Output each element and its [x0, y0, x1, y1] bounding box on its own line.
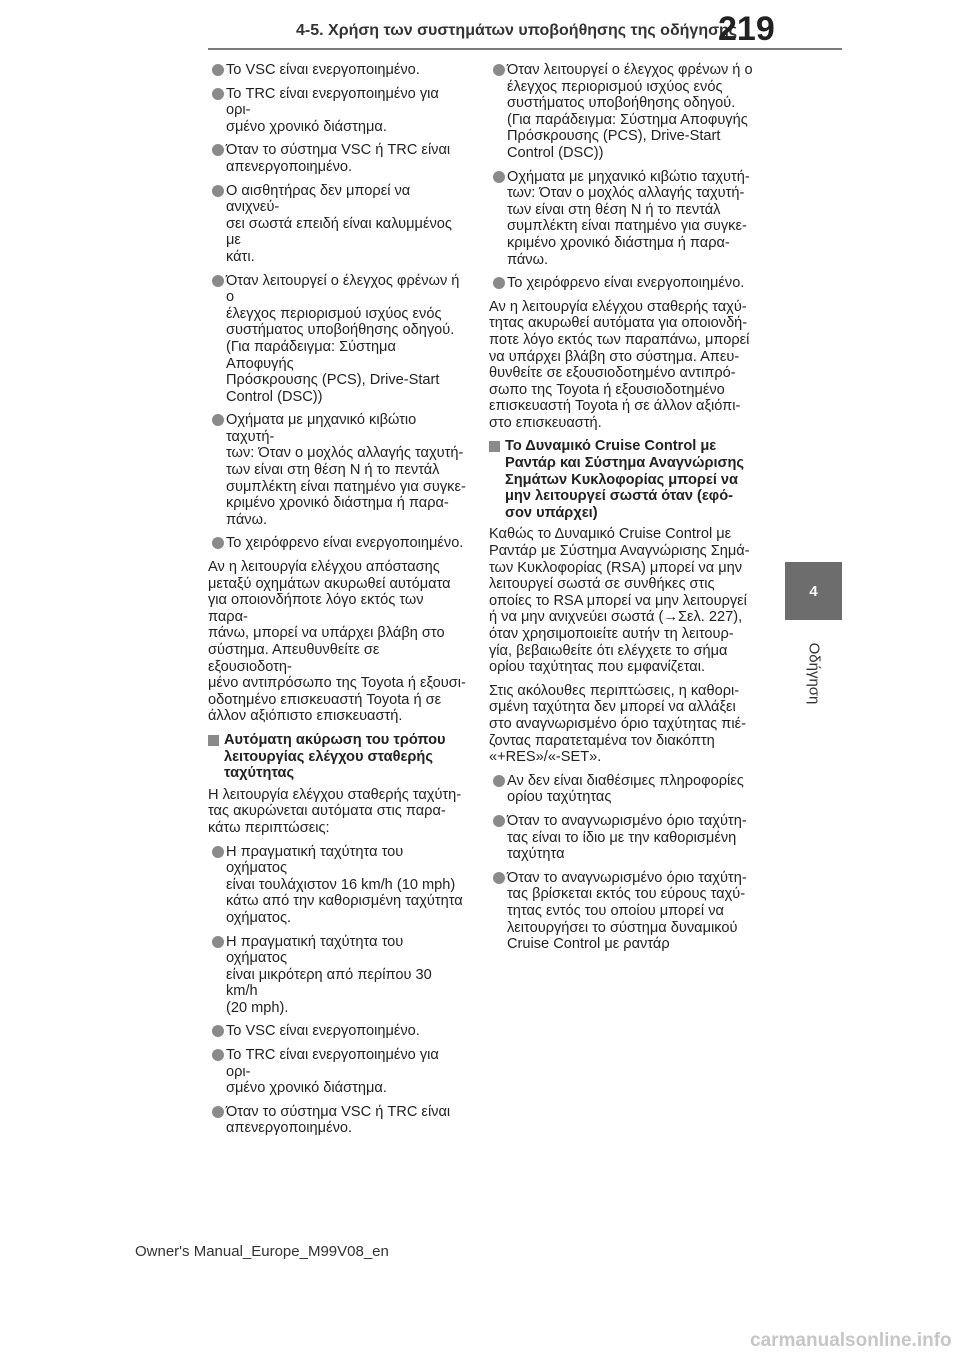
bullet-text: Το VSC είναι ενεργοποιημένο.	[226, 1023, 420, 1040]
round-bullet-icon	[493, 171, 505, 183]
bullet-item	[489, 169, 767, 269]
round-bullet-icon	[212, 846, 224, 858]
paragraph: Αν η λειτουργία ελέγχου απόστασης μεταξύ οχημάτων ακυρωθεί αυτόματα για οποιονδήποτε λόγο εκτός των παρα- πάνω, μπορεί να υπάρχει βλάβη στο σύστημα. Απευθυνθείτε σε εξουσιοδοτη- μένο αντιπρόσωπο της Toyota ή εξουσι- οδοτημένο επισκευαστή Toyota ή σε άλλον αξιόπιστο επισκευαστή.	[208, 559, 466, 725]
round-bullet-icon	[493, 277, 505, 289]
bullet-text: Οχήματα με μηχανικό κιβώτιο ταχυτή- των: Όταν ο μοχλός αλλαγής ταχυτή- των είναι στη θέση N ή το πεντάλ συμπλέκτη είναι πατημένο για συγκε- κριμένο χρονικό διάστημα ή παρα- πάνω.	[507, 168, 750, 268]
bullet-item	[489, 870, 767, 953]
bullet-item	[208, 1047, 466, 1097]
bullet-text: Όταν λειτουργεί ο έλεγχος φρένων ή ο έλεγχος περιορισμού ισχύος ενός συστήματος υποβοήθησης οδηγού. (Για παράδειγμα: Σύστημα Αποφυγής Πρόσκρουσης (PCS), Drive-Start Control (DSC))	[507, 62, 753, 161]
bullet-text: Το χειρόφρενο είναι ενεργοποιημένο.	[226, 535, 464, 552]
round-bullet-icon	[212, 1049, 224, 1061]
paragraph: Η λειτουργία ελέγχου σταθερής ταχύτη- τας ακυρώνεται αυτόματα στις παρα- κάτω περιπτώσεις:	[208, 786, 462, 836]
bullet-item	[489, 62, 767, 162]
round-bullet-icon	[212, 1025, 224, 1037]
footer-document-id: Owner's Manual_Europe_M99V08_en	[135, 1243, 389, 1260]
bullet-text: Όταν το σύστημα VSC ή TRC είναι απενεργοποιημένο.	[226, 1103, 451, 1137]
left-column	[208, 62, 466, 1144]
section-heading: Αυτόματη ακύρωση του τρόπου λειτουργίας ελέγχου σταθερής ταχύτητας	[208, 732, 466, 782]
round-bullet-icon	[212, 144, 224, 156]
footer-watermark: carmanualsonline.info	[750, 1330, 952, 1351]
bullet-text: Όταν το αναγνωρισμένο όριο ταχύτη- τας είναι το ίδιο με την καθορισμένη ταχύτητα	[507, 812, 747, 863]
bullet-item	[208, 86, 466, 136]
bullet-item	[208, 535, 466, 552]
bullet-item	[208, 1104, 466, 1137]
bullet-text: Αν δεν είναι διαθέσιμες πληροφορίες ορίου ταχύτητας	[507, 772, 744, 806]
right-column	[489, 62, 767, 960]
bullet-text: Η πραγματική ταχύτητα του οχήματος είναι μικρότερη από περίπου 30 km/h (20 mph).	[226, 933, 432, 1016]
round-bullet-icon	[493, 64, 505, 76]
header-rule	[208, 48, 842, 50]
chapter-tab[interactable]: 4	[785, 562, 842, 620]
round-bullet-icon	[212, 275, 224, 287]
paragraph: Στις ακόλουθες περιπτώσεις, η καθορι- σμένη ταχύτητα δεν μπορεί να αλλάξει στο αναγνωρισμένο όριο ταχύτητας πιέ- ζοντας παρατεταμένα τον διακόπτη «+RES»/«-SET».	[489, 682, 746, 766]
bullet-text: Όταν λειτουργεί ο έλεγχος φρένων ή ο έλεγχος περιορισμού ισχύος ενός συστήματος υποβοήθησης οδηγού. (Για παράδειγμα: Σύστημα Αποφυγής Πρόσκρουσης (PCS), Drive-Start Control (DSC))	[226, 272, 460, 405]
paragraph: Αν η λειτουργία ελέγχου σταθερής ταχύ- τητας ακυρωθεί αυτόματα για οποιονδή- ποτε λόγο εκτός των παραπάνω, μπορεί να υπάρχει βλάβη στο σύστημα. Απευ- θυνθείτε σε εξουσιοδοτημένο αντιπρό- σωπο της Toyota ή εξουσιοδοτημένο επισκευαστή Toyota ή σε άλλον αξιόπι- στο επισκευαστή.	[489, 298, 750, 431]
page-number: 219	[718, 10, 775, 48]
header-title: 4-5. Χρήση των συστημάτων υποβοήθησης της οδήγησης	[296, 22, 738, 39]
square-bullet-icon	[489, 441, 500, 452]
bullet-text: Το VSC είναι ενεργοποιημένο.	[226, 62, 420, 78]
round-bullet-icon	[493, 775, 505, 787]
bullet-item	[208, 844, 466, 927]
bullet-text: Όταν το αναγνωρισμένο όριο ταχύτη- τας βρίσκεται εκτός του εύρους ταχύ- τητας εντός του οποίου μπορεί να λειτουργήσει το σύστημα δυναμικού Cruise Control με ραντάρ	[507, 869, 747, 953]
round-bullet-icon	[493, 815, 505, 827]
bullet-item	[208, 62, 466, 79]
bullet-item	[208, 273, 466, 406]
bullet-item	[208, 1023, 466, 1040]
bullet-item	[208, 934, 466, 1017]
bullet-text: Το TRC είναι ενεργοποιημένο για ορι- σμένο χρονικό διάστημα.	[226, 1047, 439, 1097]
bullet-text: Οχήματα με μηχανικό κιβώτιο ταχυτή- των: Όταν ο μοχλός αλλαγής ταχυτή- των είναι στη θέση N ή το πεντάλ συμπλέκτη είναι πατημένο για συγκε- κριμένο χρονικό διάστημα ή παρα- πάνω.	[226, 412, 466, 528]
round-bullet-icon	[212, 537, 224, 549]
bullet-item	[208, 142, 466, 175]
bullet-item	[489, 275, 767, 292]
bullet-item	[208, 412, 466, 528]
bullet-text: Το TRC είναι ενεργοποιημένο για ορι- σμένο χρονικό διάστημα.	[226, 85, 439, 135]
bullet-item	[489, 773, 767, 806]
round-bullet-icon	[212, 1106, 224, 1118]
bullet-text: Όταν το σύστημα VSC ή TRC είναι απενεργοποιημένο.	[226, 142, 451, 175]
bullet-text: Το χειρόφρενο είναι ενεργοποιημένο.	[507, 275, 745, 292]
section-heading: Το Δυναμικό Cruise Control με Ραντάρ και Σύστημα Αναγνώρισης Σημάτων Κυκλοφορίας μπορεί να μην λειτουργεί σωστά όταν (εφό- σον υπάρχει)	[489, 438, 767, 521]
bullet-item	[489, 813, 767, 863]
round-bullet-icon	[212, 88, 224, 100]
round-bullet-icon	[212, 64, 224, 76]
round-bullet-icon	[212, 185, 224, 197]
bullet-text: Ο αισθητήρας δεν μπορεί να ανιχνεύ- σει σωστά επειδή είναι καλυμμένος με κάτι.	[226, 182, 452, 265]
round-bullet-icon	[212, 936, 224, 948]
bullet-item	[208, 183, 466, 266]
chapter-label: Οδήγηση	[805, 642, 822, 704]
bullet-text: Η πραγματική ταχύτητα του οχήματος είναι τουλάχιστον 16 km/h (10 mph) κάτω από την καθορισμένη ταχύτητα οχήματος.	[226, 843, 463, 926]
square-bullet-icon	[208, 735, 219, 746]
round-bullet-icon	[212, 414, 224, 426]
paragraph: Καθώς το Δυναμικό Cruise Control με Ραντάρ με Σύστημα Αναγνώρισης Σημά- των Κυκλοφορίας (RSA) μπορεί να μην λειτουργεί σωστά σε συνθήκες στις οποίες το RSA μπορεί να μην λειτουργεί ή να μην ανιχνεύει σωστά (→Σελ. 227), όταν χρησιμοποιείτε αυτήν τη λειτουρ- γία, βεβαιωθείτε ότι ελέγχετε το σήμα ορίου ταχύτητας που εμφανίζεται.	[489, 526, 750, 676]
round-bullet-icon	[493, 872, 505, 884]
